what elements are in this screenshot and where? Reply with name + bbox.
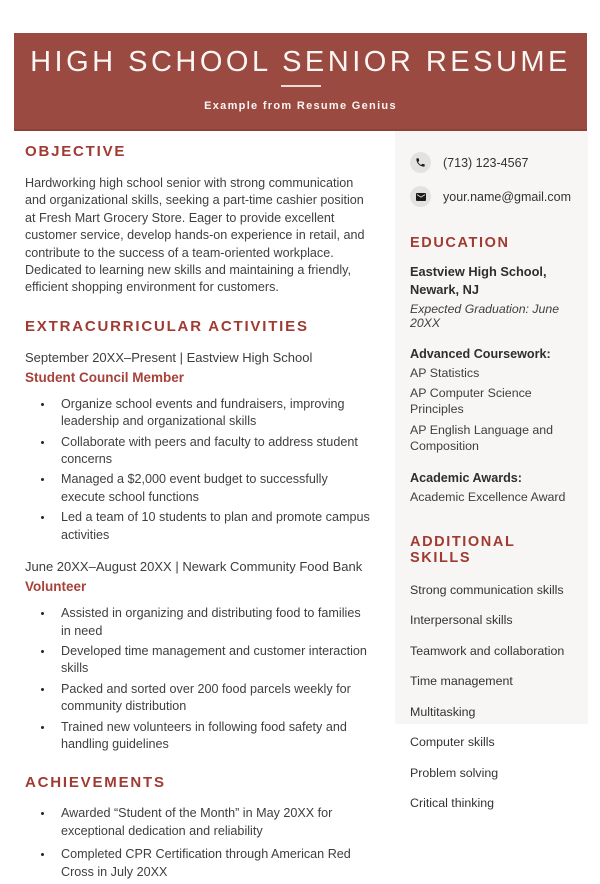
entry-dates: June 20XX–August 20XX | Newark Community Food Bank: [25, 559, 363, 575]
bullet-item: • Packed and sorted over 200 food parcels weekly for community distribution: [54, 681, 373, 716]
extracurricular-section: [25, 318, 373, 754]
bullet-item: • Assisted in organizing and distributing food to families in need: [54, 605, 373, 640]
education-section: [410, 235, 574, 505]
bullet-item: • Managed a $2,000 event budget to successfully execute school functions: [54, 471, 373, 506]
coursework-item: AP Computer Science Principles: [410, 386, 532, 417]
contact-phone-row: [410, 152, 574, 173]
entry-bullet-list: [25, 605, 373, 753]
achievements-section: [25, 774, 373, 881]
objective-text: Hardworking high school senior with strong communication and organizational skills, seeking a part-time cashier position at Fresh Mart Grocery Store. Eager to provide excellent customer service, develop hands-on experience in retail, and contribute to the success of a team-oriented workplace. Dedicated to learning new skills and maintaining a friendly, efficient shopping environment for customers.: [25, 176, 365, 295]
email-address: your.name@gmail.com: [443, 189, 572, 204]
skill-item: Strong communication skills: [410, 582, 564, 597]
bullet-item: • Organize school events and fundraisers, improving leadership and organizational skills: [54, 396, 373, 431]
skill-item: Teamwork and collaboration: [410, 643, 565, 658]
experience-entry: [25, 559, 373, 753]
skill-item: Multitasking: [410, 704, 476, 719]
achievements-heading: ACHIEVEMENTS: [25, 774, 166, 792]
contact-email-row: [410, 186, 574, 207]
resume-header-banner: [14, 33, 587, 131]
skill-item: Problem solving: [410, 765, 499, 780]
coursework-item: AP English Language and Composition: [410, 422, 554, 453]
page-title: HIGH SCHOOL SENIOR RESUME: [30, 46, 571, 78]
objective-section: [25, 143, 373, 297]
bullet-item: • Developed time management and customer interaction skills: [54, 643, 373, 678]
bullet-item: • Completed CPR Certification through American Red Cross in July 20XX: [54, 846, 373, 881]
entry-dates: September 20XX–Present | Eastview High School: [25, 349, 313, 365]
awards-label: Academic Awards:: [410, 471, 522, 486]
bullet-item: • Led a team of 10 students to plan and promote campus activities: [54, 509, 373, 544]
phone-number: (713) 123-4567: [443, 155, 529, 170]
main-column: [25, 143, 373, 884]
experience-entry: [25, 350, 373, 544]
skill-item: Interpersonal skills: [410, 613, 513, 628]
award-item: Academic Excellence Award: [410, 490, 566, 505]
phone-icon: [410, 152, 431, 173]
coursework-label: Advanced Coursework:: [410, 347, 551, 361]
title-underline: [281, 85, 321, 87]
objective-heading: OBJECTIVE: [25, 143, 127, 160]
extracurricular-heading: EXTRACURRICULAR ACTIVITIES: [25, 317, 309, 335]
entry-role: Volunteer: [25, 579, 87, 595]
achievements-bullet-list: [25, 805, 373, 881]
skill-item: Critical thinking: [410, 796, 495, 811]
bullet-item: • Collaborate with peers and faculty to address student concerns: [54, 434, 373, 469]
skill-item: Time management: [410, 674, 513, 689]
coursework-item: AP Statistics: [410, 366, 480, 380]
entry-bullet-list: [25, 396, 373, 544]
page-subtitle: Example from Resume Genius: [204, 100, 397, 112]
bullet-item: • Awarded “Student of the Month” in May 20XX for exceptional dedication and reliability: [54, 805, 373, 840]
bullet-item: • Trained new volunteers in following food safety and handling guidelines: [54, 719, 373, 754]
envelope-icon: [410, 186, 431, 207]
expected-graduation: Expected Graduation: June 20XX: [410, 302, 560, 330]
entry-role: Student Council Member: [25, 369, 185, 385]
skills-heading: ADDITIONAL SKILLS: [410, 534, 516, 567]
education-heading: EDUCATION: [410, 235, 510, 251]
skill-item: Computer skills: [410, 735, 495, 750]
sidebar-column: [395, 131, 588, 811]
school-name: Eastview High School, Newark, NJ: [410, 264, 547, 297]
additional-skills-section: [410, 534, 574, 810]
